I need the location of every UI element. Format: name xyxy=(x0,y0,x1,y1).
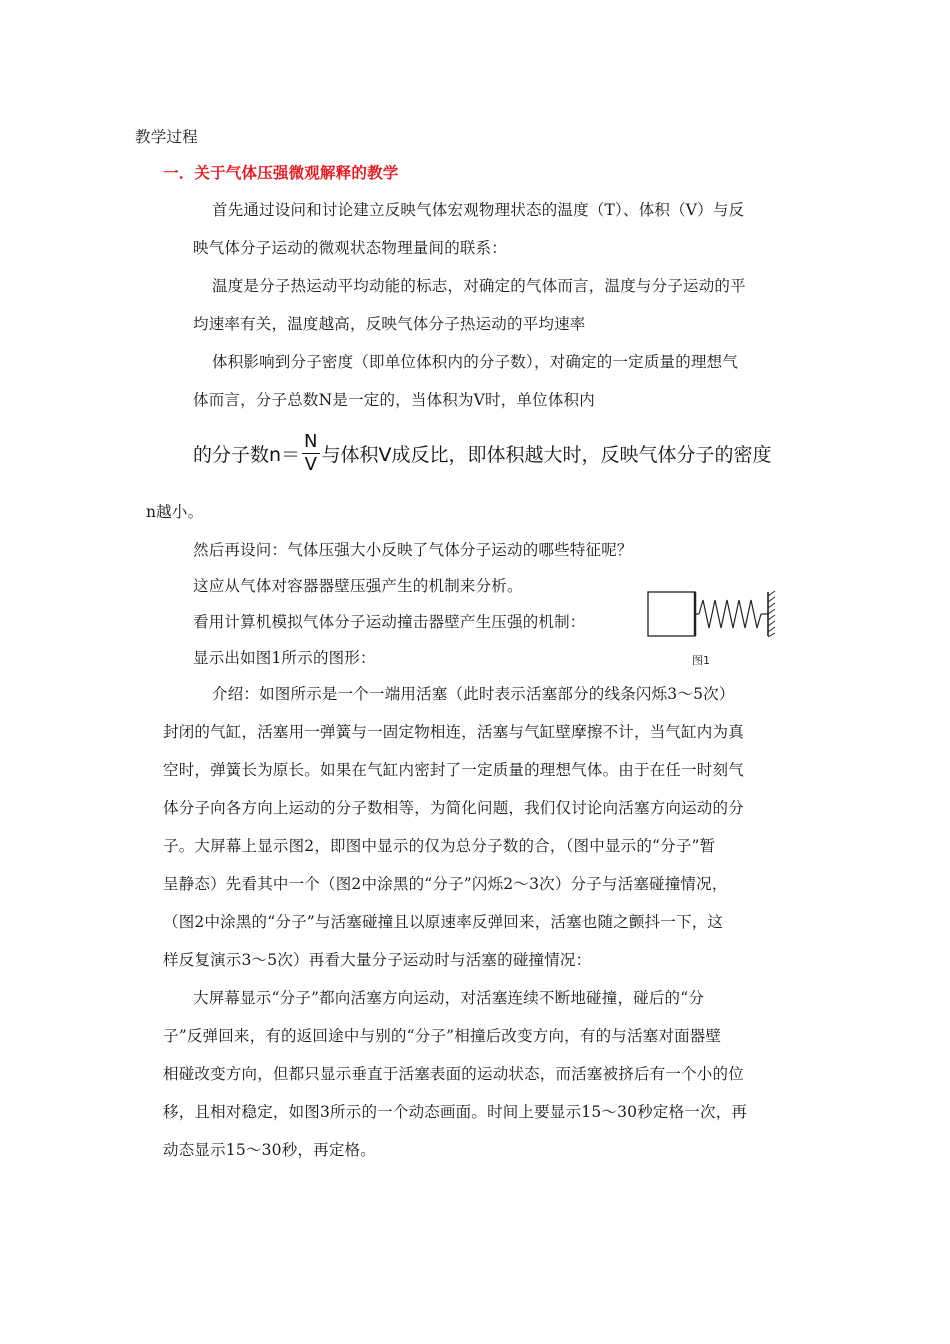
cylinder-outline xyxy=(648,592,695,636)
figure-caption: 图1 xyxy=(692,654,710,667)
paragraph-line: 温度是分子热运动平均动能的标志，对确定的气体而言，温度与分子运动的平 xyxy=(212,277,746,295)
intro-line: 封闭的气缸，活塞用一弹簧与一固定物相连，活塞与气缸壁摩擦不计，当气缸内为真 xyxy=(163,723,744,741)
paragraph-line: 均速率有关，温度越高，反映气体分子热运动的平均速率 xyxy=(193,315,586,333)
paragraph-line: 映气体分子运动的微观状态物理量间的联系： xyxy=(193,239,508,257)
fraction-numerator: N xyxy=(304,431,318,452)
paragraph-line: 首先通过设问和讨论建立反映气体宏观物理状态的温度（T）、体积（V）与反 xyxy=(212,201,745,219)
intro-line: 样反复演示3～5次）再看大量分子运动时与活塞的碰撞情况： xyxy=(163,951,592,969)
section-title: 教学过程 xyxy=(135,128,198,146)
final-line: 相碰改变方向，但都只显示垂直于活塞表面的运动状态，而活塞被挤后有一个小的位 xyxy=(163,1065,744,1083)
formula-suffix: 与体积V成反比，即体积越大时，反映气体分子的密度 xyxy=(321,444,772,466)
final-line: 子”反弹回来，有的返回途中与别的“分子”相撞后改变方向，有的与活塞对面器壁 xyxy=(163,1027,722,1045)
question-line: 然后再设问：气体压强大小反映了气体分子运动的哪些特征呢？ xyxy=(193,541,633,559)
intro-line: 介绍：如图所示是一个一端用活塞（此时表示活塞部分的线条闪烁3～5次） xyxy=(212,685,735,703)
paragraph-line: 体而言，分子总数N是一定的，当体积为V时，单位体积内 xyxy=(193,391,595,409)
density-formula xyxy=(193,432,783,480)
cylinder-piston-figure xyxy=(647,590,783,638)
paragraph-line: 体积影响到分子密度（即单位体积内的分子数），对确定的一定质量的理想气 xyxy=(212,353,739,371)
final-line: 大屏幕显示“分子”都向活塞方向运动，对活塞连续不断地碰撞，碰后的“分 xyxy=(193,989,705,1007)
intro-line: 呈静态）先看其中一个（图2中涂黑的“分子”闪烁2～3次）分子与活塞碰撞情况， xyxy=(163,875,728,893)
paragraph-line: n越小。 xyxy=(146,503,204,521)
section-heading: 一．关于气体压强微观解释的教学 xyxy=(163,164,399,182)
intro-line: 体分子向各方向上运动的分子数相等，为简化问题，我们仅讨论向活塞方向运动的分 xyxy=(163,799,744,817)
intro-line: 空时，弹簧长为原长。如果在气缸内密封了一定质量的理想气体。由于在任一时刻气 xyxy=(163,761,744,779)
intro-line: （图2中涂黑的“分子”与活塞碰撞且以原速率反弹回来，活塞也随之颤抖一下，这 xyxy=(163,913,724,931)
fraction xyxy=(302,432,319,475)
final-line: 移，且相对稳定，如图3所示的一个动态画面。时间上要显示15～30秒定格一次，再 xyxy=(163,1103,748,1121)
question-line: 看用计算机模拟气体分子运动撞击器壁产生压强的机制： xyxy=(193,613,586,631)
spring xyxy=(699,600,761,628)
final-line: 动态显示15～30秒，再定格。 xyxy=(163,1141,376,1159)
wall-hatching xyxy=(768,591,775,637)
fraction-denominator: V xyxy=(304,454,317,475)
question-line: 这应从气体对容器器壁压强产生的机制来分析。 xyxy=(193,577,523,595)
formula-prefix: 的分子数n＝ xyxy=(193,444,301,466)
intro-line: 子。大屏幕上显示图2，即图中显示的仅为总分子数的合，（图中显示的“分子”暂 xyxy=(163,837,716,855)
question-line: 显示出如图1所示的图形： xyxy=(193,649,376,667)
